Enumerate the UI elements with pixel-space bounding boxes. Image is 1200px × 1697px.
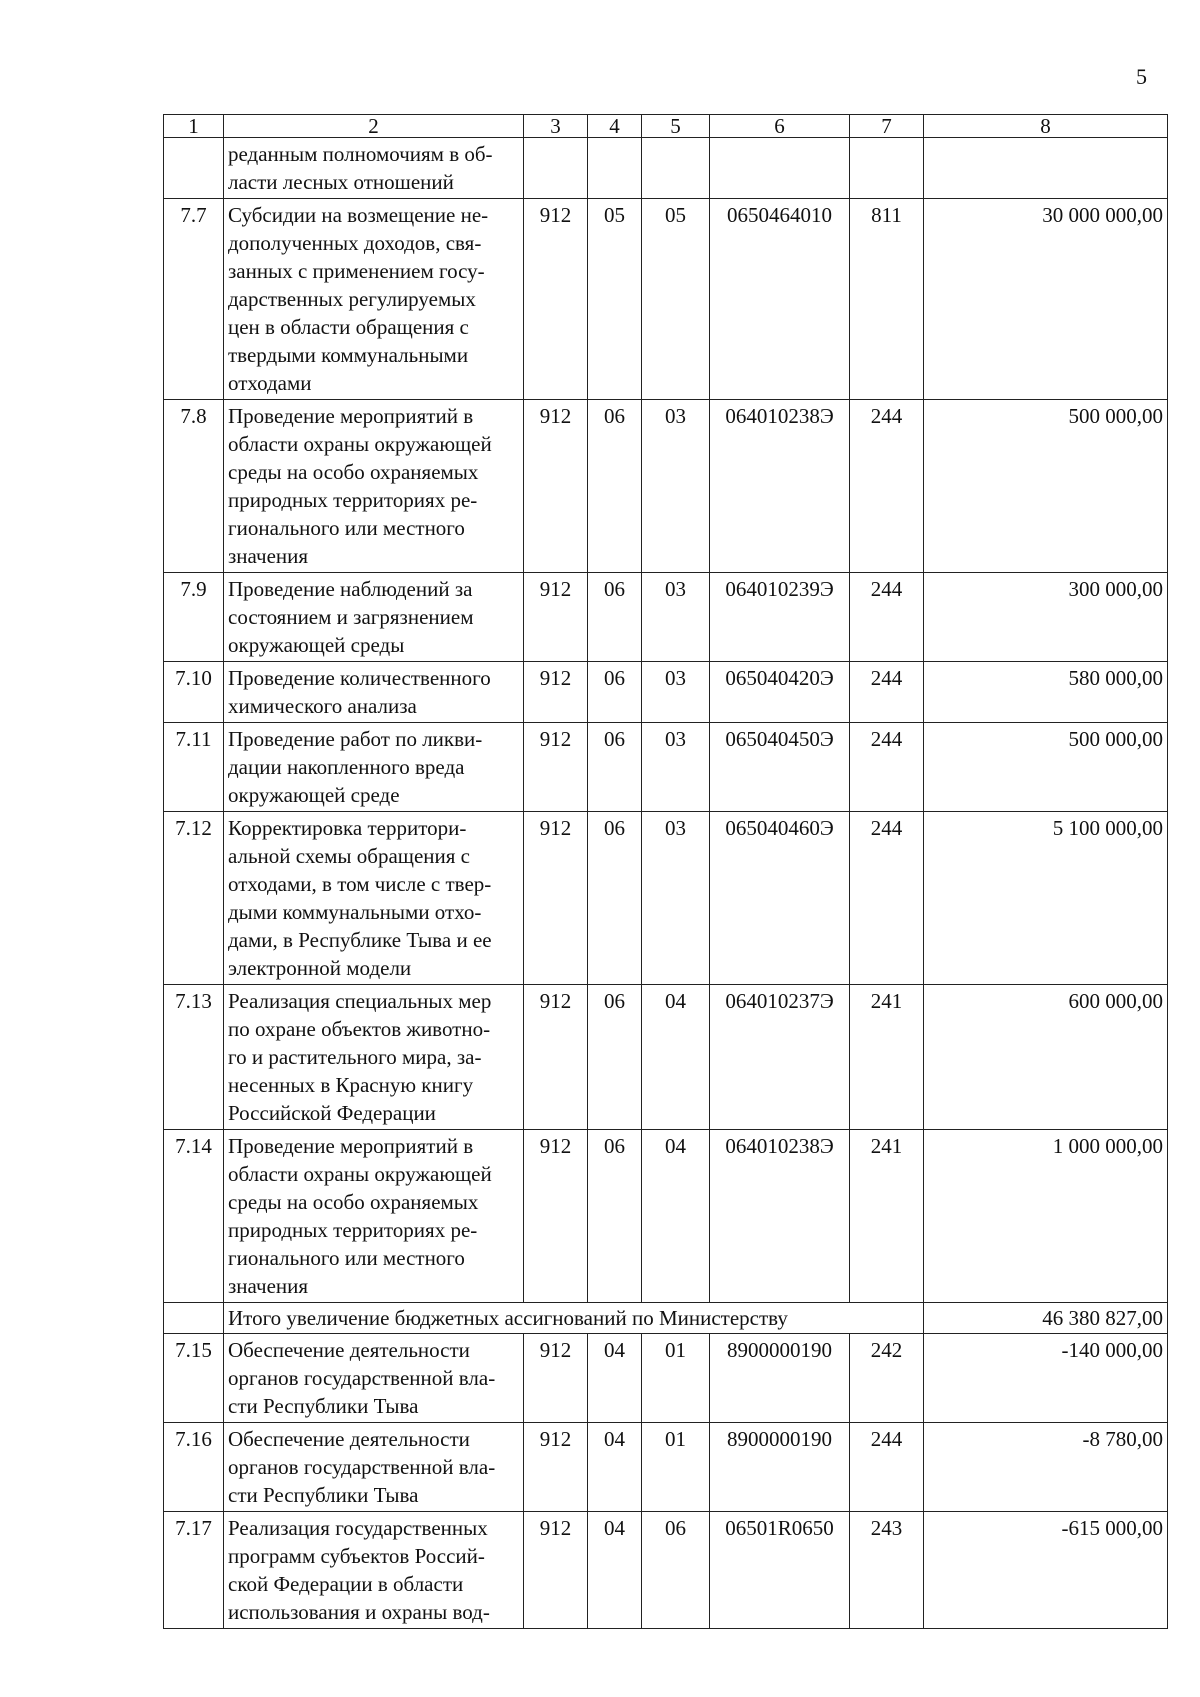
description-line: дами, в Республике Тыва и ее <box>228 928 492 952</box>
header-cell: 4 <box>588 115 642 138</box>
item-number: 7.10 <box>164 662 224 723</box>
item-description <box>224 1512 524 1629</box>
item-number: 7.9 <box>164 573 224 662</box>
code-target-article: 8900000190 <box>710 1423 850 1512</box>
header-cell: 5 <box>642 115 710 138</box>
description-line: го и растительного мира, за- <box>228 1045 482 1069</box>
item-number: 7.17 <box>164 1512 224 1629</box>
description-line: Реализация государственных <box>228 1516 488 1540</box>
continuation-row <box>164 138 1168 199</box>
description-line: Обеспечение деятельности <box>228 1427 470 1451</box>
description-line: Проведение количественного <box>228 666 491 690</box>
code-subsection: 01 <box>642 1423 710 1512</box>
item-description <box>224 1334 524 1423</box>
description-line: Проведение мероприятий в <box>228 404 474 428</box>
total-label: Итого увеличение бюджетных ассигнований по Министерству <box>224 1303 524 1334</box>
code-expense-type: 242 <box>850 1334 924 1423</box>
description-line: дыми коммунальными отхо- <box>228 900 482 924</box>
header-cell: 6 <box>710 115 850 138</box>
description-line: реданным полномочиям в об- <box>228 142 493 166</box>
empty-cell <box>850 138 924 199</box>
description-line: дополученных доходов, свя- <box>228 231 482 255</box>
description-line: программ субъектов Россий- <box>228 1544 485 1568</box>
item-description <box>224 723 524 812</box>
code-ministry: 912 <box>524 985 588 1130</box>
table-row <box>164 199 1168 400</box>
description-line: дации накопленного вреда <box>228 755 465 779</box>
item-number: 7.13 <box>164 985 224 1130</box>
table-row <box>164 1334 1168 1423</box>
description-line: использования и охраны вод- <box>228 1600 490 1624</box>
item-description <box>224 662 524 723</box>
empty-cell <box>710 138 850 199</box>
description-line: ской Федерации в области <box>228 1572 464 1596</box>
description-line: природных территориях ре- <box>228 488 478 512</box>
table-row <box>164 1130 1168 1303</box>
item-number: 7.7 <box>164 199 224 400</box>
header-cell: 8 <box>924 115 1168 138</box>
item-number: 7.15 <box>164 1334 224 1423</box>
description-line: органов государственной вла- <box>228 1366 496 1390</box>
code-target-article: 8900000190 <box>710 1334 850 1423</box>
code-ministry: 912 <box>524 723 588 812</box>
code-expense-type: 244 <box>850 573 924 662</box>
description-line: Проведение мероприятий в <box>228 1134 474 1158</box>
description-line: окружающей среде <box>228 783 400 807</box>
code-subsection: 03 <box>642 573 710 662</box>
description-line: Проведение наблюдений за <box>228 577 473 601</box>
description-line: несенных в Красную книгу <box>228 1073 474 1097</box>
item-number: 7.16 <box>164 1423 224 1512</box>
item-number <box>164 138 224 199</box>
header-cell: 2 <box>224 115 524 138</box>
table-row <box>164 812 1168 985</box>
code-target-article: 064010238Э <box>710 400 850 573</box>
table-row <box>164 1512 1168 1629</box>
code-expense-type: 243 <box>850 1512 924 1629</box>
page-number: 5 <box>1136 64 1147 89</box>
item-number <box>164 1303 224 1334</box>
item-description <box>224 138 524 199</box>
code-ministry: 912 <box>524 1334 588 1423</box>
description-line: гионального или местного <box>228 516 465 540</box>
code-expense-type: 244 <box>850 723 924 812</box>
code-section: 04 <box>588 1512 642 1629</box>
description-line: Проведение работ по ликви- <box>228 727 483 751</box>
description-line: гионального или местного <box>228 1246 465 1270</box>
empty-cell <box>924 138 1168 199</box>
code-target-article: 065040420Э <box>710 662 850 723</box>
amount: 500 000,00 <box>924 400 1168 573</box>
empty-cell <box>642 138 710 199</box>
table-row <box>164 1423 1168 1512</box>
description-line: Корректировка территори- <box>228 816 467 840</box>
total-row <box>164 1303 1168 1334</box>
description-line: Реализация специальных мер <box>228 989 492 1013</box>
code-section: 06 <box>588 400 642 573</box>
code-subsection: 06 <box>642 1512 710 1629</box>
header-cell: 7 <box>850 115 924 138</box>
description-line: сти Республики Тыва <box>228 1394 419 1418</box>
code-expense-type: 811 <box>850 199 924 400</box>
item-description <box>224 1423 524 1512</box>
empty-cell <box>850 1303 924 1334</box>
amount: 600 000,00 <box>924 985 1168 1130</box>
code-section: 06 <box>588 985 642 1130</box>
item-number: 7.11 <box>164 723 224 812</box>
item-description <box>224 985 524 1130</box>
description-line: области охраны окружающей <box>228 1162 492 1186</box>
description-line: среды на особо охраняемых <box>228 460 479 484</box>
header-cell: 3 <box>524 115 588 138</box>
code-target-article: 064010239Э <box>710 573 850 662</box>
description-line: электронной модели <box>228 956 412 980</box>
code-expense-type: 244 <box>850 1423 924 1512</box>
amount: 300 000,00 <box>924 573 1168 662</box>
code-expense-type: 244 <box>850 400 924 573</box>
code-expense-type: 244 <box>850 812 924 985</box>
budget-table <box>163 114 1168 1629</box>
description-line: дарственных регулируемых <box>228 287 476 311</box>
code-expense-type: 241 <box>850 985 924 1130</box>
code-expense-type: 241 <box>850 1130 924 1303</box>
item-description <box>224 400 524 573</box>
item-number: 7.14 <box>164 1130 224 1303</box>
code-target-article: 065040460Э <box>710 812 850 985</box>
code-subsection: 01 <box>642 1334 710 1423</box>
table-row <box>164 400 1168 573</box>
total-amount: 46 380 827,00 <box>924 1303 1168 1334</box>
amount: -140 000,00 <box>924 1334 1168 1423</box>
description-line: значения <box>228 1274 309 1298</box>
code-ministry: 912 <box>524 1423 588 1512</box>
amount: -615 000,00 <box>924 1512 1168 1629</box>
description-line: цен в области обращения с <box>228 315 469 339</box>
description-line: среды на особо охраняемых <box>228 1190 479 1214</box>
code-ministry: 912 <box>524 1130 588 1303</box>
code-subsection: 03 <box>642 662 710 723</box>
amount: 5 100 000,00 <box>924 812 1168 985</box>
code-section: 04 <box>588 1334 642 1423</box>
description-line: Обеспечение деятельности <box>228 1338 470 1362</box>
description-line: химического анализа <box>228 694 417 718</box>
empty-cell <box>588 138 642 199</box>
code-subsection: 03 <box>642 812 710 985</box>
empty-cell <box>524 138 588 199</box>
code-section: 06 <box>588 812 642 985</box>
code-section: 05 <box>588 199 642 400</box>
code-target-article: 0650464010 <box>710 199 850 400</box>
code-target-article: 064010238Э <box>710 1130 850 1303</box>
header-row <box>164 115 1168 138</box>
amount: 500 000,00 <box>924 723 1168 812</box>
item-description <box>224 573 524 662</box>
code-ministry: 912 <box>524 199 588 400</box>
code-subsection: 03 <box>642 400 710 573</box>
code-ministry: 912 <box>524 573 588 662</box>
code-target-article: 065040450Э <box>710 723 850 812</box>
amount: 30 000 000,00 <box>924 199 1168 400</box>
item-number: 7.12 <box>164 812 224 985</box>
code-target-article: 06501R0650 <box>710 1512 850 1629</box>
table-row <box>164 662 1168 723</box>
description-line: по охране объектов животно- <box>228 1017 491 1041</box>
code-section: 04 <box>588 1423 642 1512</box>
description-line: ласти лесных отношений <box>228 170 454 194</box>
code-ministry: 912 <box>524 1512 588 1629</box>
amount: 1 000 000,00 <box>924 1130 1168 1303</box>
code-section: 06 <box>588 1130 642 1303</box>
code-subsection: 04 <box>642 985 710 1130</box>
code-ministry: 912 <box>524 812 588 985</box>
amount: -8 780,00 <box>924 1423 1168 1512</box>
item-description <box>224 812 524 985</box>
description-line: области охраны окружающей <box>228 432 492 456</box>
header-cell: 1 <box>164 115 224 138</box>
item-description <box>224 199 524 400</box>
code-subsection: 04 <box>642 1130 710 1303</box>
table-row <box>164 573 1168 662</box>
description-line: твердыми коммунальными <box>228 343 469 367</box>
amount: 580 000,00 <box>924 662 1168 723</box>
code-target-article: 064010237Э <box>710 985 850 1130</box>
description-line: природных территориях ре- <box>228 1218 478 1242</box>
description-line: сти Республики Тыва <box>228 1483 419 1507</box>
table-row <box>164 723 1168 812</box>
item-number: 7.8 <box>164 400 224 573</box>
code-expense-type: 244 <box>850 662 924 723</box>
table-row <box>164 985 1168 1130</box>
description-line: значения <box>228 544 309 568</box>
description-line: отходами <box>228 371 312 395</box>
description-line: занных с применением госу- <box>228 259 485 283</box>
description-line: Субсидии на возмещение не- <box>228 203 489 227</box>
code-subsection: 05 <box>642 199 710 400</box>
code-section: 06 <box>588 573 642 662</box>
description-line: альной схемы обращения с <box>228 844 470 868</box>
code-section: 06 <box>588 662 642 723</box>
description-line: отходами, в том числе с твер- <box>228 872 492 896</box>
code-subsection: 03 <box>642 723 710 812</box>
code-ministry: 912 <box>524 400 588 573</box>
description-line: Российской Федерации <box>228 1101 436 1125</box>
code-section: 06 <box>588 723 642 812</box>
description-line: окружающей среды <box>228 633 405 657</box>
item-description <box>224 1130 524 1303</box>
description-line: органов государственной вла- <box>228 1455 496 1479</box>
description-line: состоянием и загрязнением <box>228 605 474 629</box>
code-ministry: 912 <box>524 662 588 723</box>
